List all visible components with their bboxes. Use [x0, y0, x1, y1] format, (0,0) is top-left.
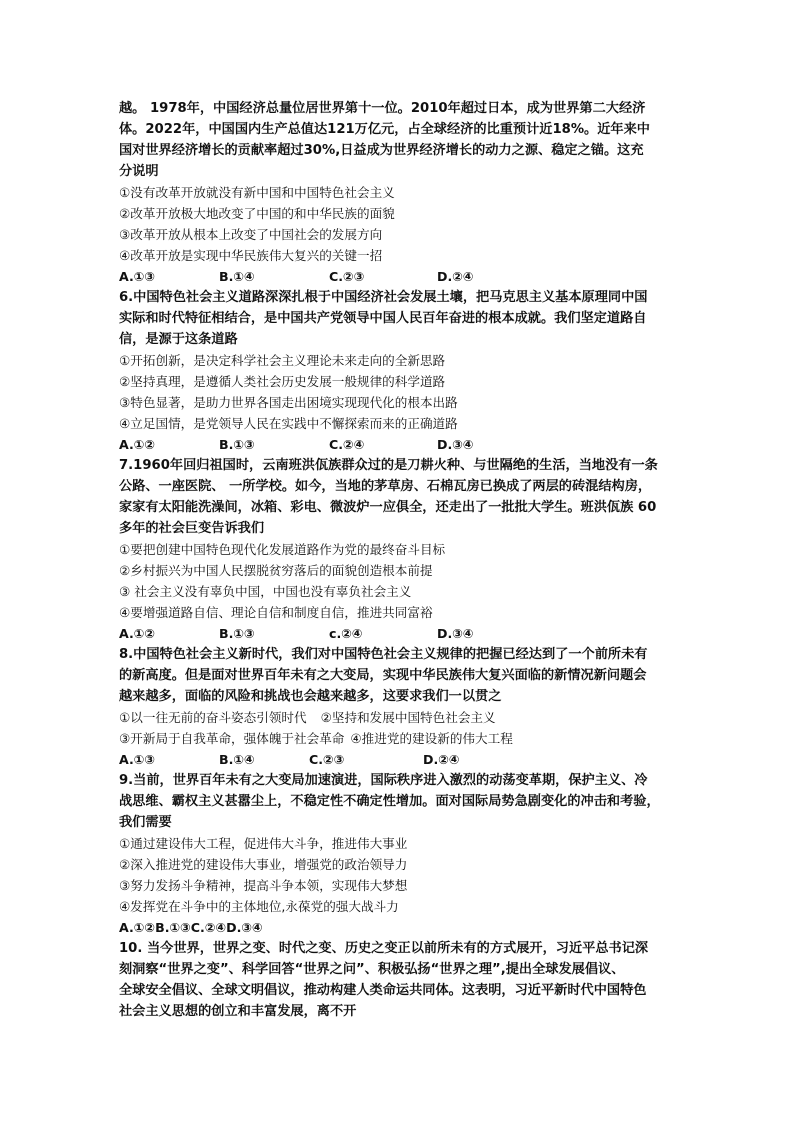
- q8-option: ④推进党的建设新的伟大工程: [350, 731, 513, 746]
- q5-stem-line: 国对世界经济增长的贡献率超过30%,日益成为世界经济增长的动力之源、稳定之锚。这充: [119, 143, 644, 158]
- q7-stem-line: 家家有太阳能洗澡间，冰箱、彩电、微波炉一应俱全，还走出了一批批大学生。班洪佤族 60: [119, 500, 657, 515]
- q6-stem-line: 实际和时代特征相结合，是中国共产党领导中国人民百年奋进的根本成就。我们坚定道路自: [119, 311, 647, 326]
- q7-choices: [119, 623, 679, 644]
- choice-a: A.①②: [119, 437, 156, 452]
- q7-option: ①要把创建中国特色现代化发展道路作为党的最终奋斗目标: [119, 542, 446, 557]
- q5-option: ④改革开放是实现中华民族伟大复兴的关键一招: [119, 248, 383, 263]
- q10-stem-line: 社会主义思想的创立和丰富发展，离不开: [119, 1004, 357, 1019]
- q5-option: ③改革开放从根本上改变了中国社会的发展方向: [119, 227, 383, 242]
- q5-stem-line: 分说明: [119, 164, 159, 179]
- choice-a: A.①③: [119, 269, 156, 284]
- choice-b: B.①③: [219, 437, 255, 452]
- q8-option-row: [119, 728, 679, 749]
- q8-option: ③开新局于自我革命，强体魄于社会革命: [119, 731, 345, 746]
- choice-d: D.③④: [437, 437, 474, 452]
- q9-choices-inline: A.①②B.①③C.②④D.③④: [119, 920, 263, 935]
- question-content: [119, 98, 679, 1022]
- q7-option: ③ 社会主义没有辜负中国，中国也没有辜负社会主义: [119, 584, 412, 599]
- choice-d: D.②④: [423, 752, 460, 767]
- choice-d: D.③④: [437, 626, 474, 641]
- q9-stem-line: 战思维、霸权主义甚嚣尘上，不稳定性不确定性增加。面对国际局势急剧变化的冲击和考验，: [119, 794, 660, 809]
- q6-choices: [119, 434, 679, 455]
- q5-stem-line: 越。 1978年，中国经济总量位居世界第十一位。2010年超过日本，成为世界第二大经济: [119, 101, 646, 116]
- q9-option: ②深入推进党的建设伟大事业，增强党的政治领导力: [119, 857, 408, 872]
- q5-choices: [119, 266, 679, 287]
- q9-choices: [119, 917, 679, 938]
- q8-option-row: [119, 707, 679, 728]
- q7-stem-line: 公路、一座医院、 一所学校。如今，当地的茅草房、石棉瓦房已换成了两层的砖混结构房，: [119, 479, 652, 494]
- q9-option: ④发挥党在斗争中的主体地位,永葆党的强大战斗力: [119, 899, 399, 914]
- q10-stem-line: 刻洞察“世界之变”、科学回答“世界之问”、积极弘扬“世界之理”,提出全球发展倡议、: [119, 962, 625, 977]
- q5-option: ②改革开放极大地改变了中国的和中华民族的面貌: [119, 206, 395, 221]
- choice-b: B.①④: [219, 269, 255, 284]
- q8-option: ②坚持和发展中国特色社会主义: [320, 710, 496, 725]
- choice-c: C.②③: [309, 752, 345, 767]
- q6-stem-line: 6.中国特色社会主义道路深深扎根于中国经济社会发展土壤，把马克思主义基本原理同中国: [119, 290, 648, 305]
- q7-stem-line: 7.1960年回归祖国时，云南班洪佤族群众过的是刀耕火种、与世隔绝的生活，当地没有一条: [119, 458, 658, 473]
- q7-option: ④要增强道路自信、理论自信和制度自信，推进共同富裕: [119, 605, 433, 620]
- q9-option: ①通过建设伟大工程，促进伟大斗争，推进伟大事业: [119, 836, 408, 851]
- q8-stem-line: 越来越多，面临的风险和挑战也会越来越多，这要求我们一以贯之: [119, 689, 502, 704]
- q9-stem-line: 我们需要: [119, 815, 172, 830]
- choice-d: D.②④: [437, 269, 474, 284]
- choice-c: C.②④: [329, 437, 365, 452]
- q6-option: ④立足国情，是党领导人民在实践中不懈探索而来的正确道路: [119, 416, 458, 431]
- q9-option: ③努力发扬斗争精神，提高斗争本领，实现伟大梦想: [119, 878, 408, 893]
- q6-option: ③特色显著，是助力世界各国走出困境实现现代化的根本出路: [119, 395, 458, 410]
- q8-stem-line: 的新高度。但是面对世界百年未有之大变局，实现中华民族伟大复兴面临的新情况新问题会: [119, 668, 647, 683]
- q9-stem-line: 9.当前，世界百年未有之大变局加速演进，国际秩序进入激烈的动荡变革期，保护主义、冷: [119, 773, 648, 788]
- q8-option: ①以一往无前的奋斗姿态引领时代: [119, 710, 307, 725]
- choice-a: A.①③: [119, 752, 156, 767]
- q6-stem-line: 信，是源于这条道路: [119, 332, 238, 347]
- q10-stem-line: 10. 当今世界，世界之变、时代之变、历史之变正以前所未有的方式展开，习近平总书记深: [119, 941, 649, 956]
- choice-b: B.①④: [219, 752, 255, 767]
- q8-choices: [119, 749, 679, 770]
- q8-stem-line: 8.中国特色社会主义新时代，我们对中国特色社会主义规律的把握已经达到了一个前所未有: [119, 647, 648, 662]
- q10-stem-line: 全球安全倡议、全球文明倡议，推动构建人类命运共同体。这表明，习近平新时代中国特色: [119, 983, 647, 998]
- choice-c: C.②③: [329, 269, 365, 284]
- q6-option: ①开拓创新，是决定科学社会主义理论未来走向的全新思路: [119, 353, 446, 368]
- q5-option: ①没有改革开放就没有新中国和中国特色社会主义: [119, 185, 395, 200]
- choice-b: B.①③: [219, 626, 255, 641]
- q5-stem-line: 体。2022年，中国国内生产总值达121万亿元，占全球经济的比重预计近18%。近年来中: [119, 122, 650, 137]
- q7-stem-line: 多年的社会巨变告诉我们: [119, 521, 265, 536]
- q7-option: ②乡村振兴为中国人民摆脱贫穷落后的面貌创造根本前提: [119, 563, 433, 578]
- choice-c: c.②④: [329, 626, 363, 641]
- choice-a: A.①②: [119, 626, 156, 641]
- q6-option: ②坚持真理，是遵循人类社会历史发展一般规律的科学道路: [119, 374, 446, 389]
